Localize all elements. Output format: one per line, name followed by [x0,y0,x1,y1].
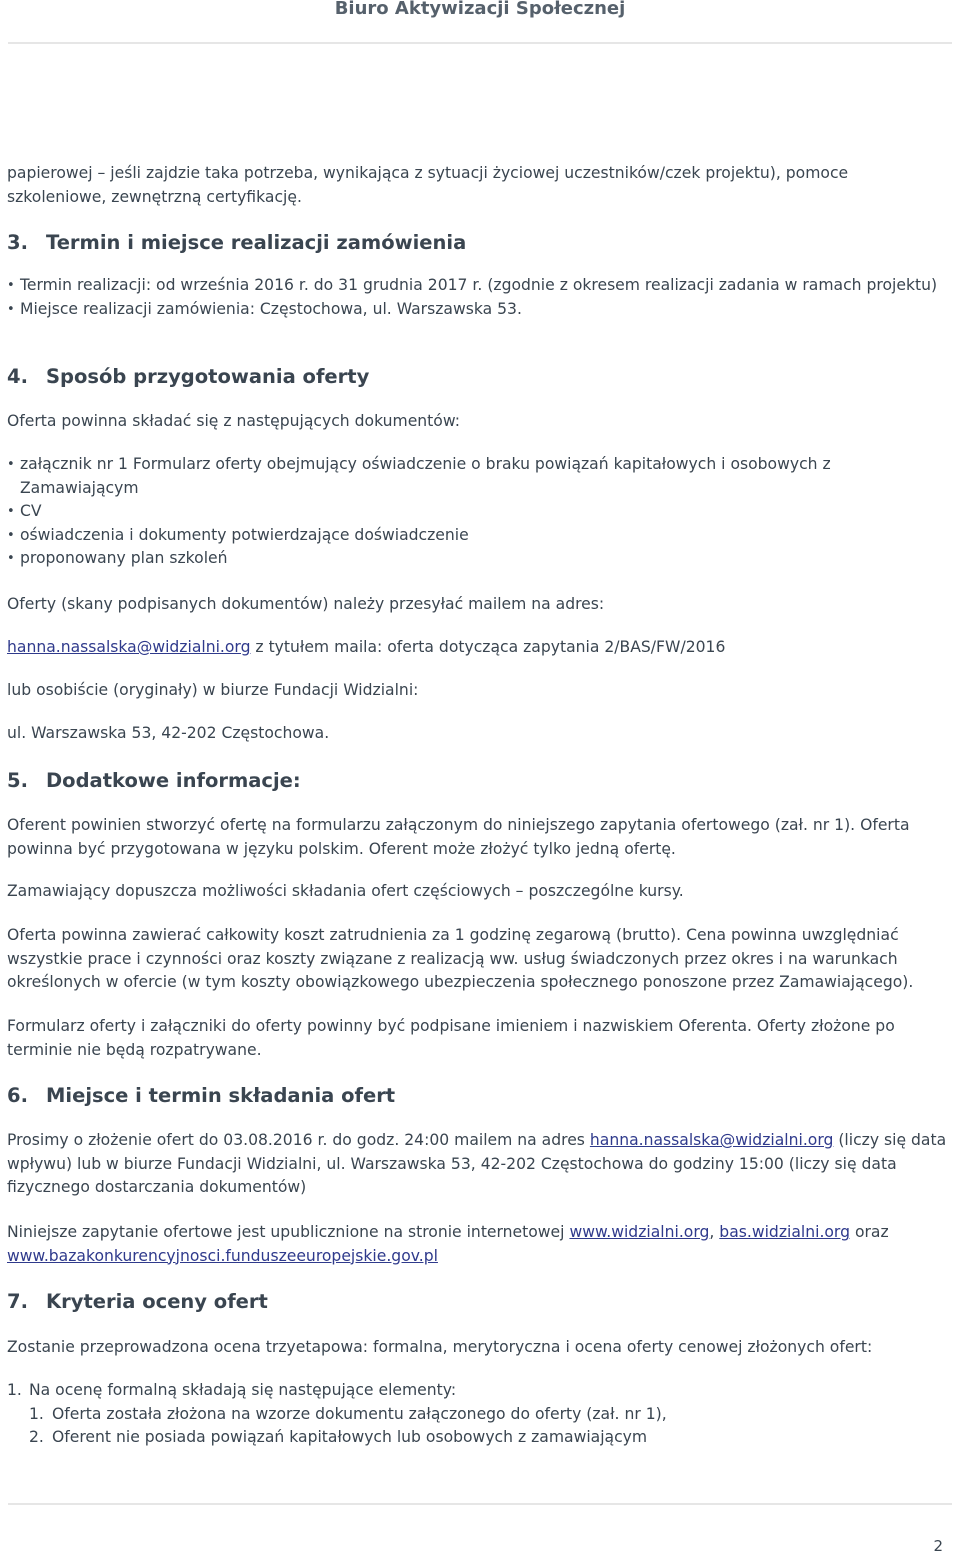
page-header [0,0,960,44]
deadline-text: Prosimy o złożenie ofert do 03.08.2016 r. do godz. 24:00 mailem na adres [7,1131,590,1149]
site-title: Biuro Aktywizacji Społecznej [334,0,626,19]
email-subject-text: z tytułem maila: oferta dotycząca zapytania 2/BAS/FW/2016 [250,638,726,656]
list-item: • CV [7,500,952,524]
email-link[interactable]: hanna.nassalska@widzialni.org [589,1131,834,1149]
section-7-number: 7. [7,1290,28,1313]
section-4-list [7,453,952,571]
header-divider [8,42,952,44]
section-4-lead: Oferta powinna składać się z następujących dokumentów: [7,412,460,430]
list-number: 1. [7,1381,22,1399]
section-5-number: 5. [7,769,28,792]
section-6-paragraph-1 [7,1129,952,1200]
widzialni-link[interactable]: www.widzialni.org [569,1223,710,1241]
deadline-text-cont: (liczy się data wpływu) lub w biurze Fundacji Widzialni, ul. Warszawska 53, 42-202 Częstochowa do godziny 15:00 (liczy się data fizycznego dostarczania dokumentów) [7,1131,947,1196]
baza-konkurencyjnosci-link[interactable]: www.bazakonkurencyjnosci.funduszeeuropejskie.gov.pl [7,1246,438,1265]
section-7-title: Kryteria oceny ofert [46,1290,268,1313]
list-item: • proponowany plan szkoleń [7,547,952,571]
section-7-paragraph: Zostanie przeprowadzona ocena trzyetapowa: formalna, merytoryczna i ocena oferty cenowej złożonych ofert: [7,1338,873,1356]
ordered-list-item [7,1379,952,1403]
section-6-title: Miejsce i termin składania ofert [46,1084,396,1107]
list-item-text: Oferta została złożona na wzorze dokumentu załączonego do oferty (zał. nr 1), [52,1405,667,1423]
list-item: • Termin realizacji: od września 2016 r. do 31 grudnia 2017 r. (zgodnie z okresem realizacji zadania w ramach projektu) [7,274,952,298]
list-number: 1. [29,1405,44,1423]
list-item-text: Oferent nie posiada powiązań kapitałowych lub osobowych z zamawiającym [52,1428,648,1446]
section-4-send-info: Oferty (skany podpisanych dokumentów) należy przesyłać mailem na adres: [7,595,605,613]
list-item-text: Na ocenę formalną składają się następujące elementy: [29,1381,457,1399]
section-6-paragraph-2 [7,1221,952,1268]
section-5-paragraph-1: Oferent powinien stworzyć ofertę na formularzu załączonym do niniejszego zapytania ofertowego (zał. nr 1). Oferta powinna być przygotowana w języku polskim. Oferent może złożyć tylko jedną ofertę. [7,816,910,858]
section-5-paragraph-4: Formularz oferty i załączniki do oferty powinny być podpisane imieniem i nazwiskiem Oferenta. Oferty złożone po terminie nie będą rozpatrywane. [7,1017,895,1059]
section-3-list [7,274,952,321]
list-item: • Miejsce realizacji zamówienia: Częstochowa, ul. Warszawska 53. [7,298,952,322]
footer-divider [8,1503,952,1505]
nested-list-item [29,1426,949,1450]
section-4-in-person: lub osobiście (oryginały) w biurze Fundacji Widzialni: [7,681,419,699]
list-item: • oświadczenia i dokumenty potwierdzające doświadczenie [7,524,952,548]
email-link[interactable]: hanna.nassalska@widzialni.org [7,638,251,656]
publication-text: Niniejsze zapytanie ofertowe jest upublicznione na stronie internetowej [7,1223,570,1241]
link-conjunction: oraz [849,1223,889,1241]
section-5-paragraph-3: Oferta powinna zawierać całkowity koszt zatrudnienia za 1 godzinę zegarową (brutto). Cena powinna uwzględniać wszystkie prace i czynności oraz koszty związane z realizacją ww. usług świadczonych przez okres i na warunkach określonych w ofercie (w tym koszty obowiązkowego ubezpieczenia społecznego ponoszone przez Zamawiającego). [7,926,914,991]
section-6-heading [7,1083,395,1109]
section-5-title: Dodatkowe informacje: [46,769,301,792]
section-5-paragraph-2: Zamawiający dopuszcza możliwości składania ofert częściowych – poszczególne kursy. [7,882,684,900]
section-6-number: 6. [7,1084,28,1107]
section-4-title: Sposób przygotowania oferty [46,365,370,388]
page-number: 2 [933,1537,943,1555]
section-7-heading [7,1289,268,1315]
section-4-heading [7,364,369,390]
section-4-number: 4. [7,365,28,388]
section-3-title: Termin i miejsce realizacji zamówienia [46,231,467,254]
section-3-heading [7,230,466,256]
nested-list-item [29,1403,949,1427]
section-4-address: ul. Warszawska 53, 42-202 Częstochowa. [7,724,330,742]
intro-paragraph: papierowej – jeśli zajdzie taka potrzeba, wynikająca z sytuacji życiowej uczestników/czek projektu), pomoce szkoleniowe, zewnętrzną certyfikację. [7,164,849,206]
section-4-email-line [7,636,952,660]
list-number: 2. [29,1428,44,1446]
list-item: • załącznik nr 1 Formularz oferty obejmujący oświadczenie o braku powiązań kapitałowych i osobowych z Zamawiającym [7,453,952,500]
link-separator: , [709,1223,720,1241]
section-5-heading [7,768,301,794]
bas-widzialni-link[interactable]: bas.widzialni.org [719,1223,850,1241]
section-3-number: 3. [7,231,28,254]
